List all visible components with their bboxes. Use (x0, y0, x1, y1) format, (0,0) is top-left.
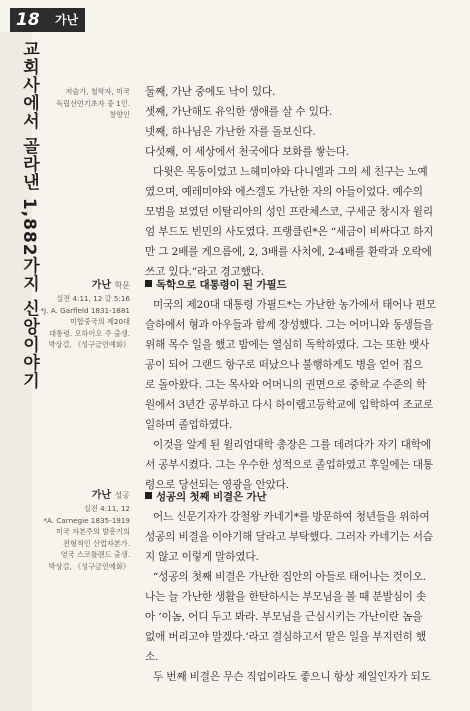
body-line: 공이 되어 그랜드 항구로 떠났으나 불행하게도 병을 얻어 집으 (145, 359, 423, 371)
note-line: 실전 4:11, 12 갈 5:16 (56, 294, 130, 303)
note-line: 독립선언기초자 중 1인. (56, 98, 130, 108)
body-line: 성공의 비결을 이야기해 달라고 부탁했다. 그러자 카네기는 서슴 (145, 531, 433, 543)
margin-note (34, 489, 130, 572)
body-line: 서 공부시켰다. 그는 우수한 성적으로 졸업하였고 후일에는 대통 (145, 459, 433, 471)
note-line: 박상걸, 《성구금언예화》 (48, 561, 130, 571)
body-line: 어느 신문기자가 강철왕 카네기*를 방문하여 청년들을 위하여 (153, 511, 430, 523)
body-line: 슬하에서 형과 아우들과 함께 장성했다. 그는 어머니와 동생들을 (145, 319, 433, 331)
note-heading (34, 489, 130, 503)
body-line: 엄 부드도 빈민의 사도였다. 프랭클린*은 “세금이 비싸다고 하지 (145, 226, 434, 238)
body-line: 이것을 알게 된 윌리엄대학 총장은 그를 데려다가 자기 대학에 (153, 439, 431, 451)
page-number: 18 (16, 10, 40, 30)
body-line: 원에서 3년간 공부하고 다시 하이램고등학교에 입학하여 조교로 (145, 399, 434, 411)
note-head-tag: 학문 (114, 281, 130, 290)
body-line: 다섯째, 이 세상에서 천국에다 보화를 쌓는다. (145, 146, 350, 158)
section-heading-text: 독학으로 대통령이 된 가필드 (156, 279, 287, 291)
note-line: 미국 자본주의 발흥기의 (55, 527, 130, 536)
body-line: 지 않고 이렇게 말하였다. (145, 551, 259, 563)
body-line: 위해 목수 일을 했고 밤에는 열심히 독학하였다. 그는 또한 뱃사 (145, 339, 430, 351)
note-line: 대통령. 오하이오 주 출생. (49, 328, 130, 338)
body-line: 모범을 보였던 이탈리아의 성인 프란체스코, 구세군 창시자 윌리 (145, 206, 433, 218)
body-line: 미국의 제20대 대통령 가필드*는 가난한 농가에서 태어나 편모 (153, 299, 436, 311)
section-heading-text: 성공의 첫째 비결은 가난 (156, 491, 267, 503)
note-line: 실전 4:11, 12 (83, 504, 130, 513)
body-section (145, 275, 451, 495)
body-line: 로 돌아왔다. 그는 목사와 어머니의 권면으로 중학교 수준의 학 (145, 379, 427, 391)
body-line: 소. (145, 651, 159, 663)
margin-note (34, 86, 130, 121)
book-title-vertical: 교회사에서 골라낸 1,882가지 신앙이야기 (19, 40, 39, 390)
body-line: 둘째, 가난 중에도 낙이 있다. (145, 86, 276, 98)
note-line: 창향인 (109, 110, 130, 119)
body-line: 였으며, 예레미야와 에스겔도 가난한 자의 아들이었다. 예수의 (145, 186, 423, 198)
page-header (10, 8, 85, 32)
body-line: 일하며 졸업하였다. (145, 419, 233, 431)
body-line: 두 번째 비결은 무슨 직업이라도 좋으니 항상 제일인자가 되도 (153, 671, 431, 683)
body-section (145, 82, 451, 282)
margin-note (34, 279, 130, 351)
note-head-word: 가난 (91, 280, 112, 291)
body-line: 쓰고 있다.”라고 경고했다. (145, 266, 264, 278)
section-heading (145, 275, 451, 295)
note-head-word: 가난 (91, 490, 112, 501)
body-line: 나는 늘 가난한 생활을 한탄하시는 부모님을 볼 때 분발심이 솟 (145, 591, 427, 603)
section-title: 가난 (55, 13, 79, 27)
square-bullet-icon (145, 280, 152, 287)
body-line: 령으로 당선되는 영광을 안았다. (145, 479, 289, 491)
square-bullet-icon (145, 492, 152, 499)
note-head-tag: 성공 (114, 491, 130, 500)
body-line: 넷째, 하나님은 가난한 자를 돌보신다. (145, 126, 316, 138)
body-line: 만 그 2배를 게으름에, 2, 3배를 사치에, 2-4배를 환락과 오락에 (145, 246, 432, 258)
note-line: *A. Carnegie 1835-1919 (43, 515, 130, 525)
note-line: 저술가, 철학자, 미국 (65, 87, 130, 96)
body-line: 없애 버리고야 말겠다.’라고 결심하고서 맡은 일을 부지런히 했 (145, 631, 427, 643)
section-heading (145, 487, 451, 507)
note-heading (34, 279, 130, 293)
body-line: 셋째, 가난해도 유익한 생애를 살 수 있다. (145, 106, 333, 118)
note-line: *J. A. Garfield 1831-1881 (40, 305, 130, 315)
note-line: 박상걸, 《성구금언예화》 (48, 340, 130, 349)
note-line: 영국 스코틀랜드 출생. (60, 550, 130, 559)
body-line: 아 ‘이놈, 어디 두고 봐라. 부모님을 근심시키는 가난이란 놈을 (145, 611, 423, 623)
note-line: 미합중국의 제20대 (69, 317, 130, 326)
body-section (145, 487, 451, 687)
note-line: 전형적인 산업자본가. (62, 538, 130, 548)
body-line: 다윗은 목동이었고 느헤미야와 다니엘과 그의 세 친구는 노예 (153, 166, 428, 178)
body-line: “성공의 첫째 비결은 가난한 집안의 아들로 태어나는 것이오. (153, 571, 427, 583)
